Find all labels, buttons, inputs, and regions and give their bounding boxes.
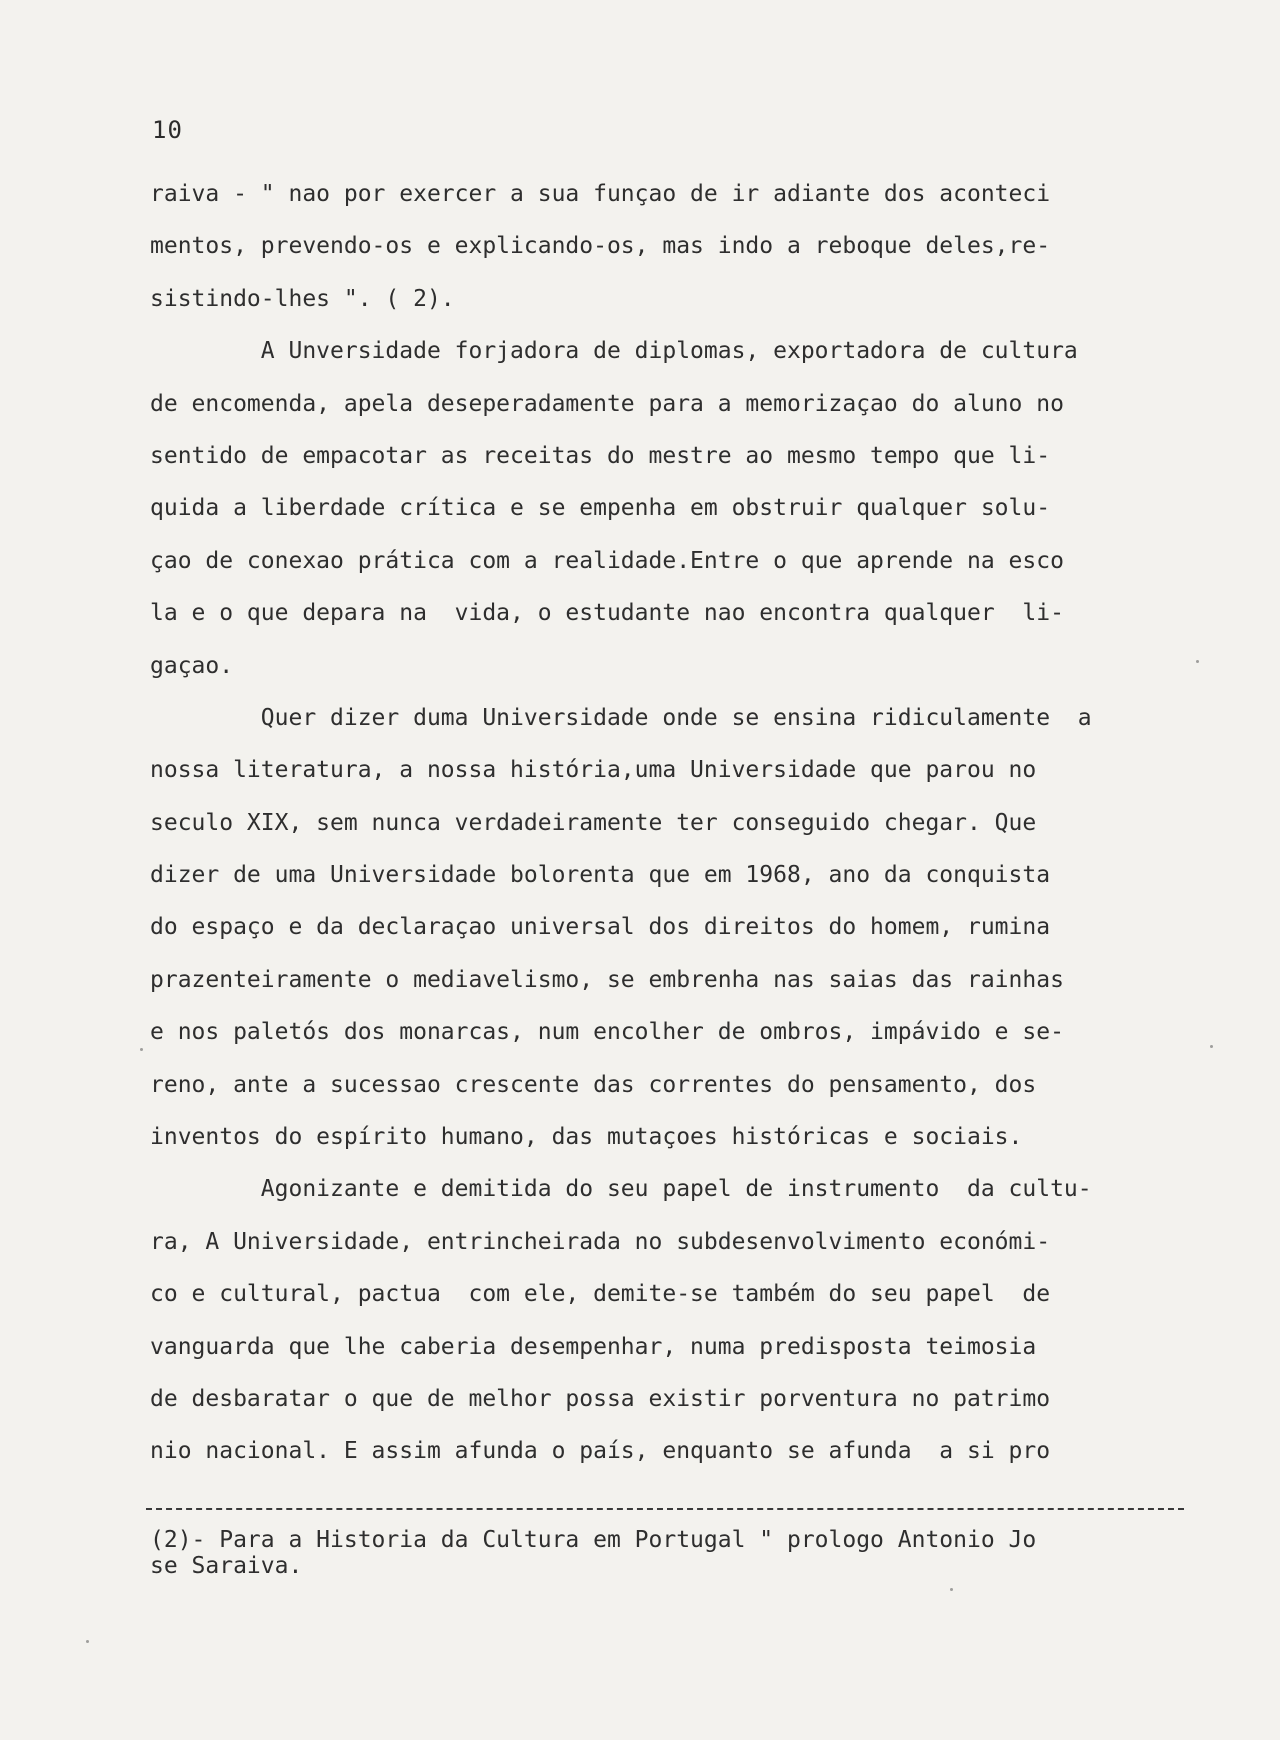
paper-speck [1210, 1045, 1213, 1048]
text-line: Agonizante e demitida do seu papel de instrumento da cultu- [150, 1176, 1092, 1203]
text-line: nossa literatura, a nossa história,uma Universidade que parou no [150, 757, 1037, 784]
text-line: de desbaratar o que de melhor possa existir porventura no patrimo [150, 1385, 1051, 1412]
paper-speck [140, 1048, 143, 1051]
text-line: vanguarda que lhe caberia desempenhar, numa predisposta teimosia [150, 1333, 1037, 1360]
footnote [150, 1527, 1200, 1579]
text-line: gaçao. [150, 652, 234, 679]
footnote-divider [146, 1508, 1184, 1510]
text-line: reno, ante a sucessao crescente das correntes do pensamento, dos [150, 1071, 1037, 1098]
text-line: nio nacional. E assim afunda o país, enquanto se afunda a si pro [150, 1438, 1051, 1465]
text-line: çao de conexao prática com a realidade.Entre o que aprende na esco [150, 547, 1064, 574]
text-line: prazenteiramente o mediavelismo, se embrenha nas saias das rainhas [150, 966, 1064, 993]
paper-speck [86, 1640, 89, 1643]
text-line: quida a liberdade crítica e se empenha em obstruir qualquer solu- [150, 495, 1051, 522]
page-number: 10 [152, 116, 183, 144]
body-text [150, 168, 1200, 1478]
text-line: dizer de uma Universidade bolorenta que em 1968, ano da conquista [150, 862, 1051, 889]
text-line: co e cultural, pactua com ele, demite-se também do seu papel de [150, 1281, 1051, 1308]
text-line: A Unversidade forjadora de diplomas, exportadora de cultura [150, 338, 1078, 365]
text-line: mentos, prevendo-os e explicando-os, mas indo a reboque deles,re- [150, 233, 1051, 260]
text-line: sentido de empacotar as receitas do mestre ao mesmo tempo que li- [150, 442, 1051, 469]
text-line: Quer dizer duma Universidade onde se ensina ridiculamente a [150, 704, 1092, 731]
footnote-line: (2)- Para a Historia da Cultura em Portugal " prologo Antonio Jo [150, 1527, 1037, 1553]
footnote-line: se Saraiva. [150, 1553, 303, 1579]
text-line: de encomenda, apela deseperadamente para a memorizaçao do aluno no [150, 390, 1064, 417]
paper-speck [1196, 660, 1199, 663]
text-line: inventos do espírito humano, das mutaçoes históricas e sociais. [150, 1124, 1023, 1151]
text-line: seculo XIX, sem nunca verdadeiramente ter conseguido chegar. Que [150, 809, 1037, 836]
text-line: la e o que depara na vida, o estudante nao encontra qualquer li- [150, 600, 1064, 627]
text-line: do espaço e da declaraçao universal dos direitos do homem, rumina [150, 914, 1051, 941]
text-line: sistindo-lhes ". ( 2). [150, 285, 455, 312]
text-line: ra, A Universidade, entrincheirada no subdesenvolvimento económi- [150, 1228, 1051, 1255]
text-line: e nos paletós dos monarcas, num encolher de ombros, impávido e se- [150, 1019, 1064, 1046]
paper-speck [950, 1588, 953, 1591]
text-line: raiva - " nao por exercer a sua funçao de ir adiante dos aconteci [150, 181, 1051, 207]
